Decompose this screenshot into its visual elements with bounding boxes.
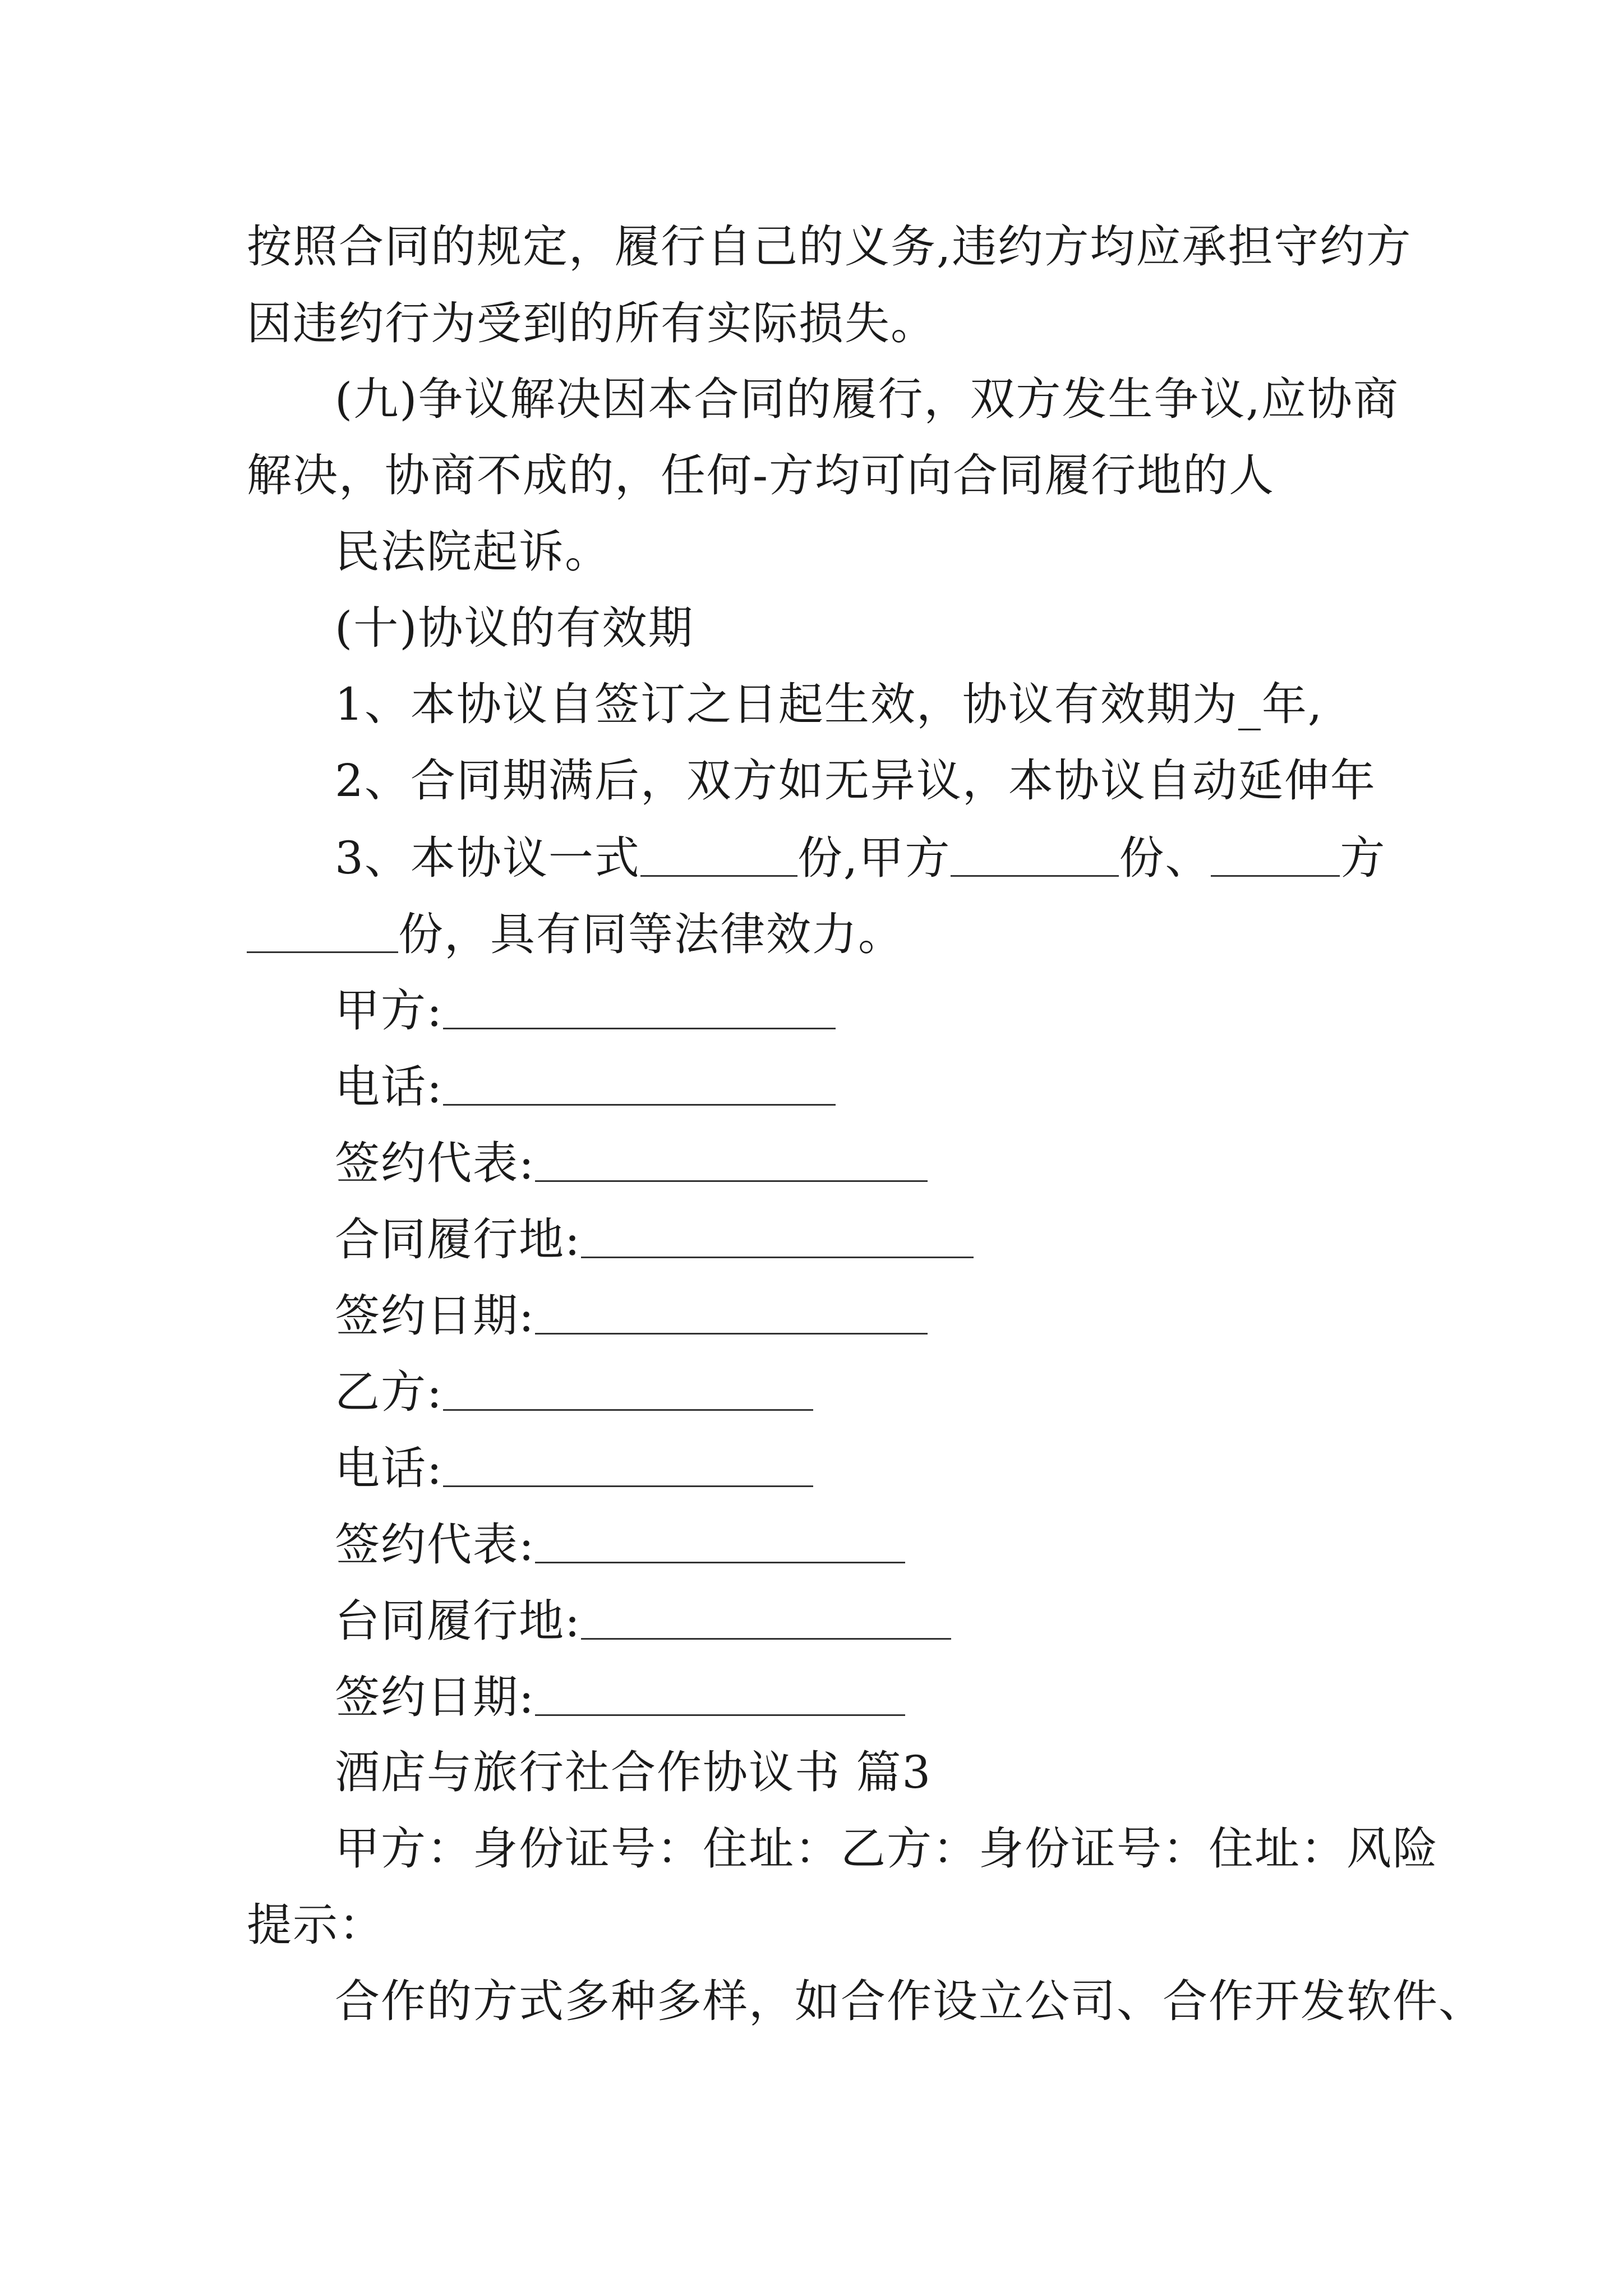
party-b-input[interactable] — [443, 1369, 813, 1411]
paragraph-line: 民法院起诉。 — [335, 526, 611, 578]
term-item-3-cont — [247, 908, 904, 960]
clause-ten-heading: (十)协议的有效期 — [335, 602, 694, 654]
paragraph-line: 解决，协商不成的，任何-方均可向合同履行地的人 — [247, 449, 1275, 501]
party-a-rep-label: 签约代表: — [335, 1137, 535, 1189]
paragraph-line: 按照合同的规定，履行自己的义务,违约方均应承担守约方 — [247, 220, 1412, 273]
party-a-place-label: 合同履行地: — [335, 1213, 581, 1266]
party-b-rep-input[interactable] — [535, 1521, 905, 1563]
party-a-input[interactable] — [443, 987, 836, 1029]
term-item-3-text-a: 3、本协议一式 — [335, 832, 640, 884]
party-a-field — [335, 984, 836, 1037]
section-heading: 酒店与旅行社合作协议书 篇3 — [335, 1746, 932, 1798]
term-item-3-text-b: 份,甲方 — [797, 832, 951, 884]
term-item-3 — [335, 832, 1386, 884]
party-b-phone-label: 电话: — [335, 1442, 443, 1494]
party-a-phone-label: 电话: — [335, 1061, 443, 1113]
party-b-rep-label: 签约代表: — [335, 1519, 535, 1571]
blank-copies-party-a[interactable] — [951, 835, 1119, 877]
party-b-field — [335, 1366, 813, 1418]
party-a-phone-field — [335, 1061, 836, 1113]
party-a-phone-input[interactable] — [443, 1064, 836, 1106]
blank-copies-total[interactable] — [640, 835, 797, 877]
party-b-phone-field — [335, 1442, 813, 1494]
party-b-phone-input[interactable] — [443, 1445, 813, 1487]
party-b-place-input[interactable] — [581, 1598, 951, 1640]
term-item-1: 1、本协议自签订之日起生效，协议有效期为_年, — [335, 678, 1324, 730]
paragraph-line: 提示： — [247, 1899, 385, 1951]
blank-copies-party-b[interactable] — [247, 911, 398, 953]
term-item-3-text-c: 份、 — [1119, 832, 1211, 884]
term-item-3-text-d: 方 — [1340, 832, 1386, 884]
party-a-label: 甲方: — [335, 984, 443, 1037]
paragraph-line: 因违约行为受到的所有实际损失。 — [247, 297, 937, 349]
clause-nine-heading: (九)争议解决因本合同的履行，双方发生争议,应协商 — [335, 373, 1399, 425]
party-b-label: 乙方: — [335, 1366, 443, 1418]
party-b-date-input[interactable] — [535, 1674, 905, 1716]
paragraph-line: 甲方：身份证号：住址：乙方：身份证号：住址：风险 — [335, 1823, 1438, 1875]
party-a-rep-input[interactable] — [535, 1140, 928, 1182]
party-b-rep-field — [335, 1519, 905, 1571]
party-a-place-input[interactable] — [581, 1216, 974, 1258]
party-b-date-label: 签约日期: — [335, 1671, 535, 1723]
party-b-place-label: 台同履行地: — [335, 1595, 581, 1647]
term-item-2: 2、合同期满后，双方如无异议，本协议自动延伸年 — [335, 754, 1376, 807]
party-b-place-field — [335, 1595, 951, 1647]
blank-other-party[interactable] — [1211, 835, 1340, 877]
party-a-date-input[interactable] — [535, 1292, 928, 1335]
party-a-rep-field — [335, 1137, 928, 1189]
party-b-date-field — [335, 1671, 905, 1723]
party-a-date-label: 签约日期: — [335, 1290, 535, 1342]
paragraph-line: 合作的方式多种多样，如合作设立公司、合作开发软件、 — [335, 1975, 1484, 2027]
party-a-date-field — [335, 1290, 928, 1342]
party-a-place-field — [335, 1213, 974, 1266]
term-item-3-text-e: 份，具有同等法律效力。 — [398, 908, 904, 960]
